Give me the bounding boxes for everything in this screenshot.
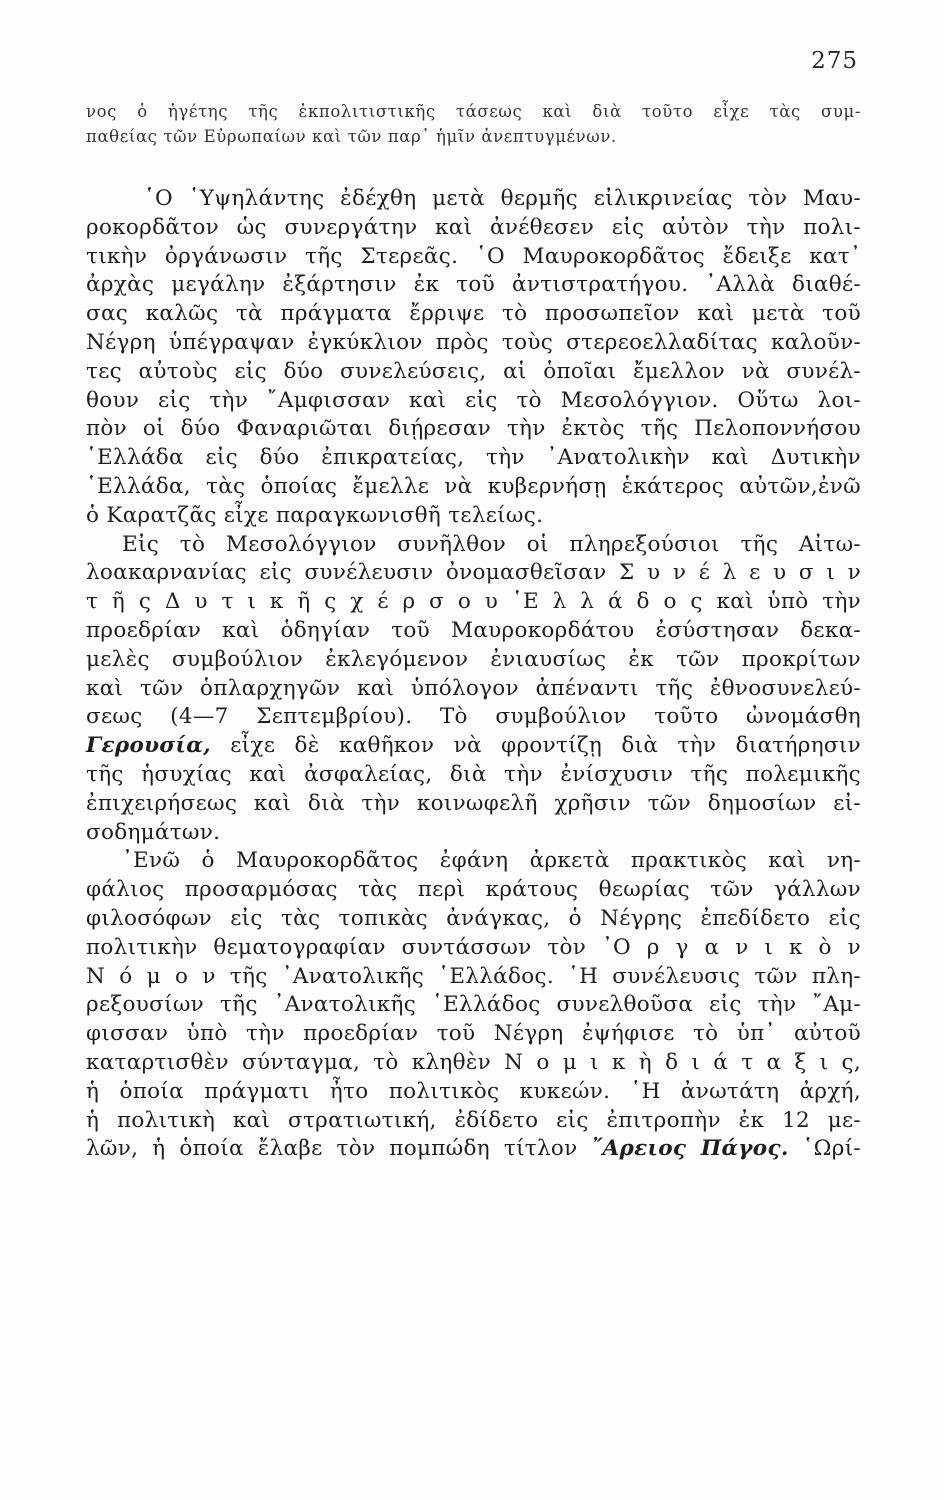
text-line: φισσαν ὑπὸ τὴν προεδρίαν τοῦ Νέγρη ἐψήφισε τὸ ὑπ᾽ αὐτοῦ bbox=[86, 1021, 861, 1047]
body-text bbox=[86, 100, 861, 1164]
text-line: μελὲς συμβούλιον ἐκλεγόμενον ἐνιαυσίως ἐκ τῶν προκρίτων bbox=[86, 646, 861, 672]
text-line: προεδρίαν καὶ ὁδηγίαν τοῦ Μαυροκορδάτου ἐσύστησαν δεκα- bbox=[86, 617, 861, 643]
text-line: τ ῆ ς Δ υ τ ι κ ῆ ς χ έ ρ σ ο υ ῾Ε λ λ ά δ ο ς καὶ ὑπὸ τὴν bbox=[86, 589, 861, 615]
text-line: θουν εἰς τὴν ῎Αμφισσαν καὶ εἰς τὸ Μεσολόγγιον. Οὕτω λοι- bbox=[86, 387, 861, 413]
text-line: ὁ Καρατζᾶς εἶχε παραγκωνισθῆ τελείως. bbox=[86, 502, 544, 528]
text-line: ροκορδᾶτον ὡς συνεργάτην καὶ ἀνέθεσεν εἰς αὐτὸν τὴν πολι- bbox=[86, 214, 861, 240]
text-line: ρεξουσίων τῆς ᾽Ανατολικῆς ῾Ελλάδος συνελθοῦσα εἰς τὴν ῎Αμ- bbox=[86, 992, 861, 1018]
text-line: ἐπιχειρήσεως καὶ διὰ τὴν κοινωφελῆ χρῆσιν τῶν δημοσίων εἰ- bbox=[86, 790, 861, 816]
text-line: Νέγρη ὑπέγραψαν ἐγκύκλιον πρὸς τοὺς στερεοελλαδίτας καλοῦν- bbox=[86, 329, 861, 355]
text-line: ῾Ο ῾Υψηλάντης ἐδέχθη μετὰ θερμῆς εἰλικρινείας τὸν Μαυ- bbox=[144, 186, 861, 211]
text-line: ἡ πολιτικὴ καὶ στρατιωτική, ἐδίδετο εἰς ἐπιτροπὴν ἐκ 12 με- bbox=[86, 1107, 861, 1133]
text-line: ἀρχὰς μεγάλην ἐξάρτησιν ἐκ τοῦ ἀντιστρατήγου. ᾽Αλλὰ διαθέ- bbox=[86, 272, 861, 298]
text-line: ῾Ελλάδα, τὰς ὁποίας ἔμελλε νὰ κυβερνήσῃ ἑκάτερος αὐτῶν,ἐνῶ bbox=[86, 473, 861, 499]
text-line: σοδημάτων. bbox=[86, 819, 221, 845]
text-line bbox=[86, 732, 861, 761]
text-line: λοακαρνανίας εἰς συνέλευσιν ὀνομασθεῖσαν Σ υ ν έ λ ε υ σ ι ν bbox=[86, 560, 861, 586]
text-line: πὸν οἱ δύο Φαναριῶται διῄρεσαν τὴν ἐκτὸς τῆς Πελοποννήσου bbox=[86, 416, 861, 442]
text-line: τῆς ἡσυχίας καὶ ἀσφαλείας, διὰ τὴν ἐνίσχυσιν τῆς πολεμικῆς bbox=[86, 761, 861, 787]
text-line: ῾Ελλάδα εἰς δύο ἐπικρατείας, τὴν ᾽Ανατολικὴν καὶ Δυτικὴν bbox=[86, 445, 861, 471]
text-line: Εἰς τὸ Μεσολόγγιον συνῆλθον οἱ πληρεξούσιοι τῆς Αἰτω- bbox=[122, 531, 861, 557]
text-line: σεως (4—7 Σεπτεμβρίου). Τὸ συμβούλιον τοῦτο ὠνομάσθη bbox=[86, 704, 861, 730]
page-number: 275 bbox=[811, 48, 858, 74]
text-line: πολιτικὴν θεματογραφίαν συντάσσων τὸν ᾽Ο ρ γ α ν ι κ ὸ ν bbox=[86, 934, 861, 960]
text-line bbox=[86, 1135, 861, 1164]
text-span: εἶχε δὲ καθῆκον νὰ φροντίζῃ διὰ τὴν διατήρησιν bbox=[210, 733, 861, 759]
text-line: τες αὐτοὺς εἰς δύο συνελεύσεις, αἱ ὁποῖαι ἔμελλον νὰ συνέλ- bbox=[86, 358, 861, 384]
text-span: ῾Ωρί- bbox=[788, 1136, 861, 1162]
text-line: ᾽Ενῶ ὁ Μαυροκορδᾶτος ἐφάνη ἀρκετὰ πρακτικὸς καὶ νη- bbox=[122, 848, 861, 874]
emphasis-term: ῎Αρειος Πάγος. bbox=[591, 1136, 789, 1162]
text-line: καὶ τῶν ὁπλαρχηγῶν καὶ ὑπόλογον ἀπέναντι τῆς ἐθνοσυνελεύ- bbox=[86, 675, 861, 701]
text-line: παθείας τῶν Εὐρωπαίων καὶ τῶν παρ᾽ ἡμῖν ἀνεπτυγμένων. bbox=[86, 126, 617, 146]
text-span: λῶν, ἡ ὁποία ἔλαβε τὸν πομπώδη τίτλον bbox=[86, 1136, 592, 1162]
text-line: Ν ό μ ο ν τῆς ᾽Ανατολικῆς ῾Ελλάδος. ῾Η συνέλευσις τῶν πλη- bbox=[86, 963, 861, 989]
text-line: φάλιος προσαρμόσας τὰς περὶ κράτους θεωρίας τῶν γάλλων bbox=[86, 877, 861, 903]
text-line: ἡ ὁποία πράγματι ἦτο πολιτικὸς κυκεών. ῾Η ἀνωτάτη ἀρχή, bbox=[86, 1078, 861, 1104]
text-line: νος ὁ ἡγέτης τῆς ἐκπολιτιστικῆς τάσεως καὶ διὰ τοῦτο εἶχε τὰς συμ- bbox=[86, 102, 861, 121]
text-line: καταρτισθὲν σύνταγμα, τὸ κληθὲν Ν ο μ ι κ ὴ δ ι ά τ α ξ ι ς, bbox=[86, 1049, 861, 1075]
text-line: σας καλῶς τὰ πράγματα ἔρριψε τὸ προσωπεῖον καὶ μετὰ τοῦ bbox=[86, 301, 861, 327]
text-line: τικὴν ὀργάνωσιν τῆς Στερεᾶς. ῾Ο Μαυροκορδᾶτος ἔδειξε κατ᾽ bbox=[86, 243, 861, 269]
text-line: φιλοσόφων εἰς τὰς τοπικὰς ἀνάγκας, ὁ Νέγρης ἐπεδίδετο εἰς bbox=[86, 905, 861, 931]
emphasis-term: Γερουσία, bbox=[86, 733, 211, 759]
